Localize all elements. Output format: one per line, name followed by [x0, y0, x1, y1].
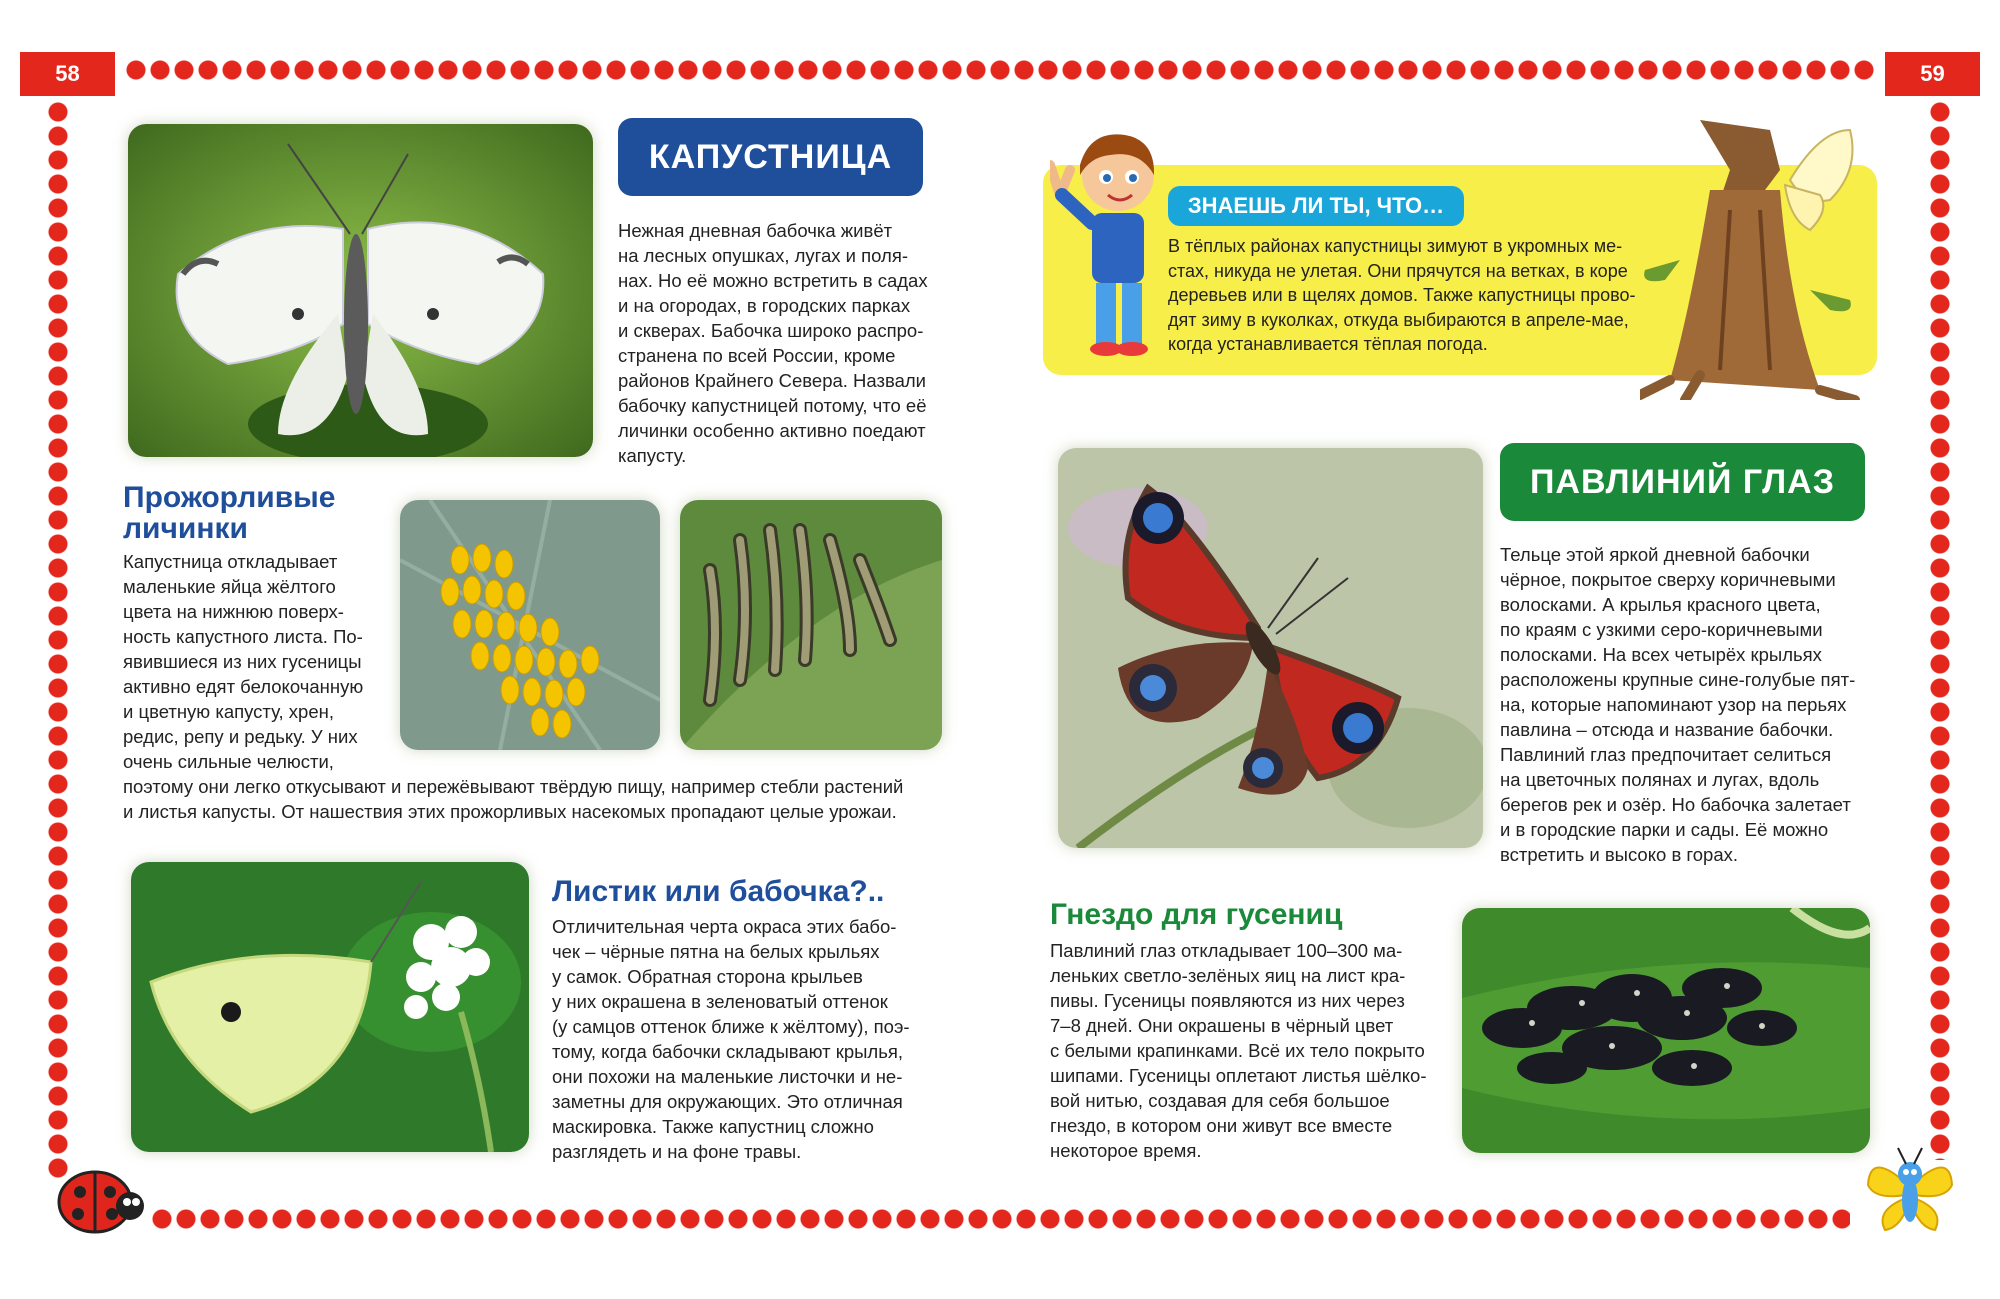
- peacock-butterfly-photo: [1058, 448, 1483, 848]
- nest-heading: Гнездо для гусениц: [1050, 898, 1343, 931]
- kapustnitsa-title: КАПУСТНИЦА: [618, 118, 923, 196]
- nest-text: Павлиний глаз откладывает 100–300 ма- леньких светло-зелёных яиц на лист кра- пивы. Гусеницы появляются из них через 7–8 дней. Они окрашены в чёрный цвет с белыми крапинками. Всё их тело покрыто шипами. Гусеницы оплетают листья шёлко- вой нитью, создавая для себя большое гнездо, в котором они живут все вместе некоторое время.: [1050, 940, 1427, 1161]
- caterpillar-nest-photo: [1462, 908, 1870, 1153]
- ladybug-icon: [50, 1160, 145, 1240]
- larvae-heading: Прожорливые личинки: [123, 481, 336, 545]
- did-you-know-label: ЗНАЕШЬ ЛИ ТЫ, ЧТО…: [1168, 186, 1464, 226]
- leaf-text: Отличительная черта окраса этих бабо- чек – чёрные пятна на белых крыльях у самок. Обратная сторона крыльев у них окрашена в зеленоватый оттенок (у самцов оттенок ближе к жёлтому), поэ- тому, когда бабочки складывают крылья, они похожи на маленькие листочки и не- заметны для окружающих. Это отличная маскировка. Также капустниц сложно разглядеть и на фоне травы.: [552, 916, 910, 1162]
- page-number-right: 59: [1885, 52, 1980, 96]
- stump-illustration: [1640, 110, 1880, 400]
- peacock-title: ПАВЛИНИЙ ГЛАЗ: [1500, 443, 1865, 521]
- peacock-text: Тельце этой яркой дневной бабочки чёрное, покрытое сверху коричневыми волосками. А крылья красного цвета, по краям с узкими серо-коричневыми полосками. На всех четырёх крыльях расположены крупные сине-голубые пят- на, которые напоминают узор на перьях павлина – отсюда и название бабочки. Павлиний глаз предпочитает селиться на цветочных полянах и лугах, вдоль берегов рек и озёр. Но бабочка залетает и в городские парки и сады. Её можно встретить и высоко в горах.: [1500, 544, 1856, 865]
- border-right-dots: [1926, 100, 1954, 1160]
- border-left-dots: [44, 100, 72, 1180]
- kapustnitsa-intro-text: Нежная дневная бабочка живёт на лесных опушках, лугах и поля- нах. Но её можно встретить в садах и на огородах, в городских парках и скверах. Бабочка широко распро- странена по всей России, кроме районов Крайнего Севера. Назвали бабочку капустницей потому, что её личинки особенно активно поедают капусту.: [618, 220, 928, 466]
- leaf-heading: Листик или бабочка?..: [552, 875, 885, 908]
- cartoon-butterfly-icon: [1860, 1140, 1960, 1240]
- larvae-text-wide: поэтому они легко откусывают и пережёвывают твёрдую пищу, например стебли растений и листья капусты. От нашествия этих прожорливых насекомых пропадают целые урожаи.: [123, 776, 904, 822]
- caterpillars-photo: [680, 500, 942, 750]
- did-you-know-text: В тёплых районах капустницы зимуют в укромных ме- стах, никуда не улетая. Они прячутся на ветках, в коре деревьев или в щелях домов. Также капустницы прово- дят зиму в куколках, откуда выбираются в апреле-мае, когда устанавливается тёплая погода.: [1168, 236, 1636, 354]
- cabbage-white-photo: [128, 124, 593, 457]
- border-bottom-dots: [150, 1205, 1850, 1233]
- larvae-text-narrow: Капустница откладывает маленькие яйца жёлтого цвета на нижнюю поверх- ность капустного листа. По- явившиеся из них гусеницы активно едят белокочанную и цветную капусту, хрен, редис, репу и редьку. У них очень сильные челюсти,: [123, 551, 364, 772]
- page-number-left: 58: [20, 52, 115, 96]
- boy-illustration: [1050, 125, 1170, 365]
- eggs-photo: [400, 500, 660, 750]
- green-butterfly-photo: [131, 862, 529, 1152]
- border-top-dots: [124, 56, 1876, 84]
